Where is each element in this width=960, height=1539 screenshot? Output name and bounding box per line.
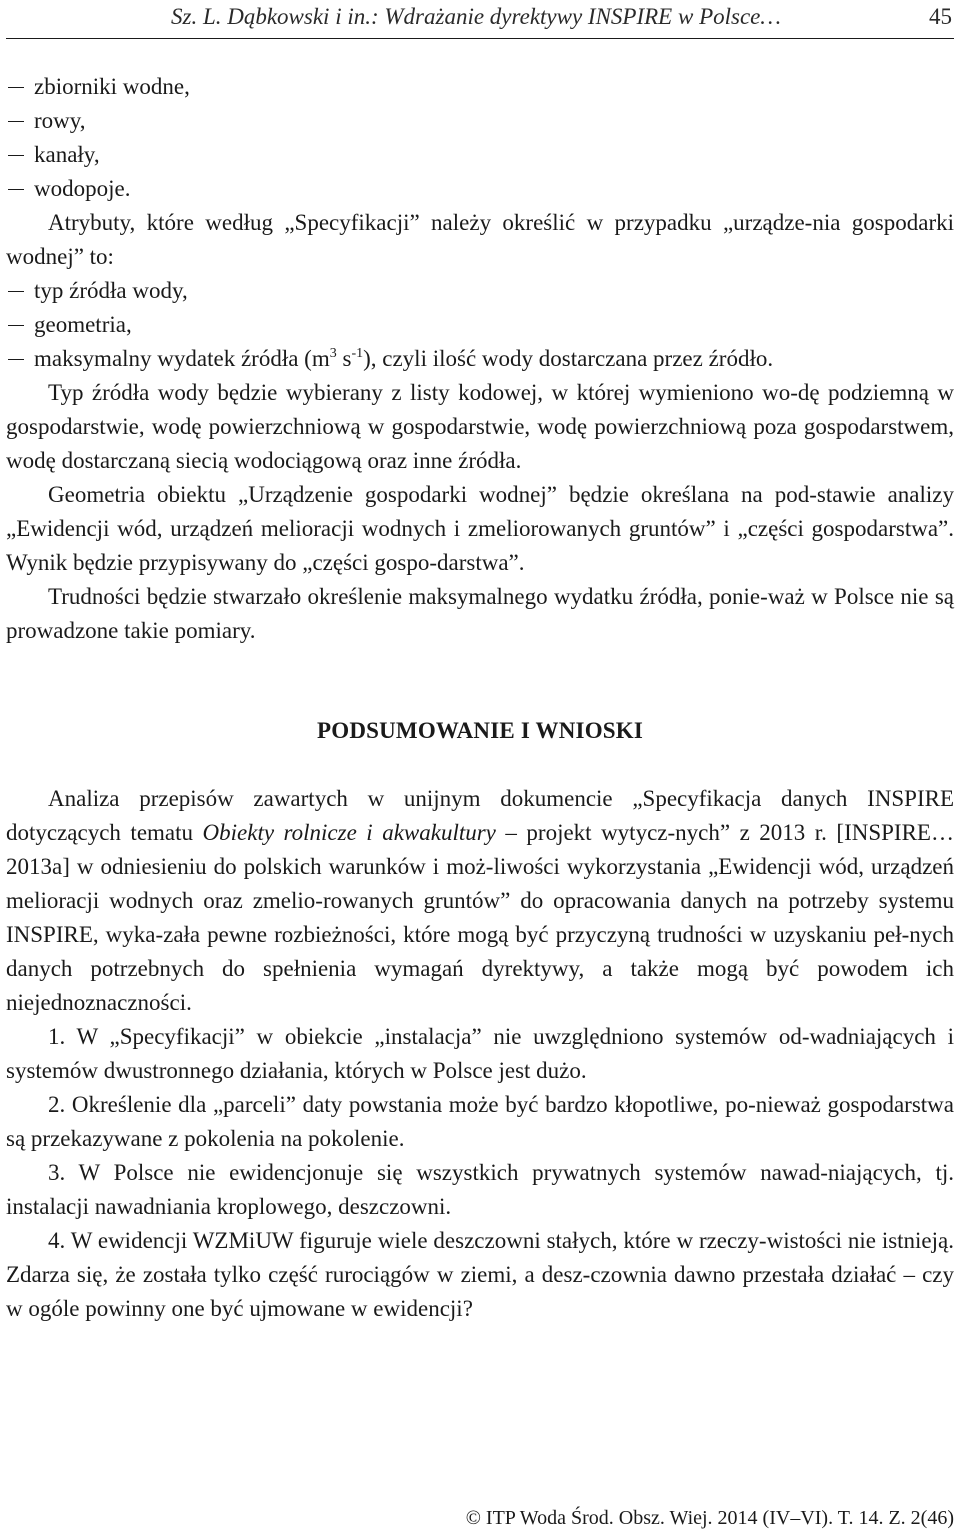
running-header — [6, 2, 954, 36]
numbered-item: 4. W ewidencji WZMiUW figuruje wiele deszczowni stałych, które w rzeczy-wistości nie istnieją. Zdarza się, że została tylko część rurociągów w ziemi, a desz-czownia dawno przestała działać – czy w ogóle powinny one być ujmowane w ewidencji? — [6, 1228, 954, 1321]
list-item: geometria, — [6, 308, 954, 342]
paragraph-water-source-type: Typ źródła wody będzie wybierany z listy kodowej, w której wymieniono wo-dę podziemną w gospodarstwie, wodę powierzchniową w gospodarstwie, wodę powierzchniową poza gospodarstwem, wodę dostarczaną siecią wodociągową oraz inne źródła. — [6, 380, 954, 473]
list-item-text: ), czyli ilość wody dostarczana przez źródło. — [363, 346, 774, 371]
paragraph-attributes: Atrybuty, które według „Specyfikacji” należy określić w przypadku „urządze-nia gospodarki wodnej” to: — [6, 210, 954, 269]
superscript: -1 — [351, 346, 364, 361]
list-item-text: s — [336, 346, 352, 371]
spacer — [6, 648, 954, 714]
numbered-item: 3. W Polsce nie ewidencjonuje się wszystkich prywatnych systemów nawad-niających, tj. instalacji nawadniania kroplowego, deszczowni. — [6, 1160, 954, 1219]
footer-citation: © ITP Woda Środ. Obsz. Wiej. 2014 (IV–VI). T. 14. Z. 2(46) — [465, 1507, 954, 1529]
list-item: rowy, — [6, 104, 954, 138]
paragraph-text: – projekt wytycz-nych” z 2013 r. [INSPIRE… 2013a] w odniesieniu do polskich warunków i moż-liwości wykorzystania „Ewidencji wód, urządzeń melioracji wodnych oraz zmelio-rowanych gruntów” do opracowania danych na potrzeby systemu INSPIRE, wyka-zała pewne rozbieżności, które mogą być przyczyną trudności w uzyskaniu peł-nych danych potrzebnych do spełnienia wymagań dyrektywy, a także mogą być powodem ich niejednoznaczności. — [6, 820, 954, 1015]
list-item: kanały, — [6, 138, 954, 172]
list-item: wodopoje. — [6, 172, 954, 206]
list-item — [6, 342, 954, 376]
paragraph-geometry: Geometria obiektu „Urządzenie gospodarki wodnej” będzie określana na pod-stawie analizy „Ewidencji wód, urządzeń melioracji wodnych i zmeliorowanych gruntów” i „części gospodarstwa”. Wynik będzie przypisywany do „części gospo-darstwa”. — [6, 482, 954, 575]
section-heading: PODSUMOWANIE I WNIOSKI — [316, 718, 644, 743]
header-rule — [6, 38, 954, 39]
paragraph-difficulty: Trudności będzie stwarzało określenie maksymalnego wydatku źródła, ponie-waż w Polsce nie są prowadzone takie pomiary. — [6, 584, 954, 643]
page-number: 45 — [929, 4, 952, 29]
numbered-item: 1. W „Specyfikacji” w obiekcie „instalacja” nie uwzględniono systemów od-wadniających i systemów dwustronnego działania, których w Polsce jest dużo. — [6, 1024, 954, 1083]
spacer — [6, 748, 954, 782]
running-title: Sz. L. Dąbkowski i in.: Wdrażanie dyrektywy INSPIRE w Polsce… — [171, 4, 781, 29]
paragraph-analysis — [6, 782, 954, 1020]
list-item-text: maksymalny wydatek źródła (m — [34, 346, 330, 371]
paragraph-text: Analiza przepisów zawartych w unijnym dokumencie „Specyfikacja danych INSPIRE dotyczących tematu — [6, 786, 954, 845]
body-text — [6, 70, 954, 1326]
list-item: typ źródła wody, — [6, 274, 954, 308]
italic-title: Obiekty rolnicze i akwakultury — [202, 820, 496, 845]
list-item: zbiorniki wodne, — [6, 70, 954, 104]
numbered-item: 2. Określenie dla „parceli” daty powstania może być bardzo kłopotliwe, po-nieważ gospodarstwa są przekazywane z pokolenia na pokolenie. — [6, 1092, 954, 1151]
superscript: 3 — [329, 346, 337, 361]
